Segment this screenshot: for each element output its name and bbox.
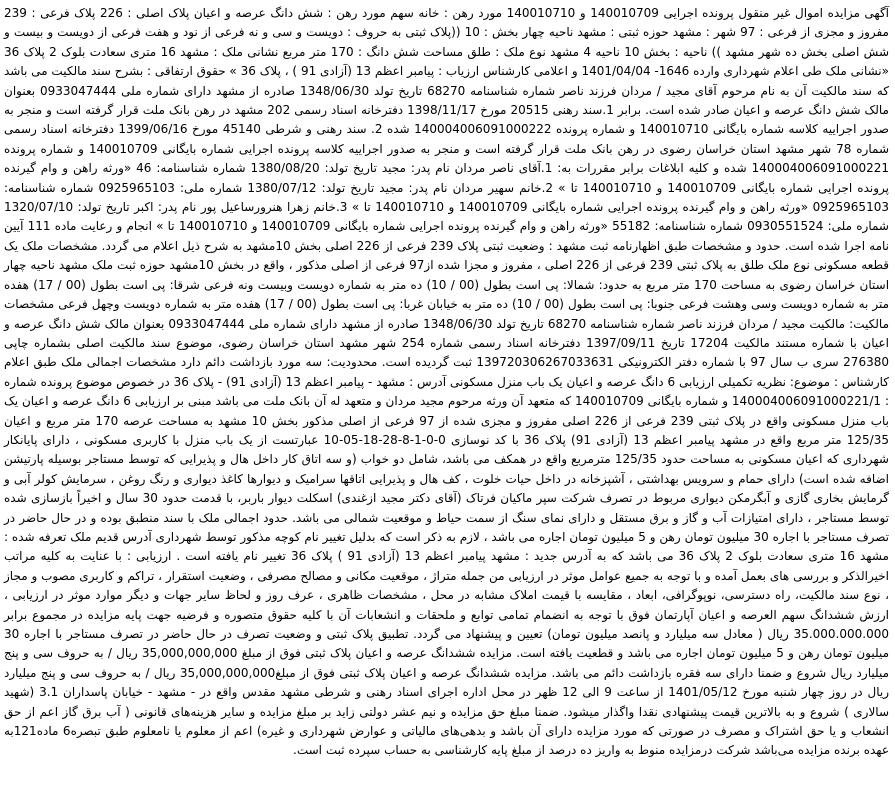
auction-notice-text: آگهی مزایده اموال غیر منقول پرونده اجرایی 140010709 و 140010710 مورد رهن : خانه سهم مورد رهن : شش دانگ عرصه و اعیان پلاک اصلی : 226 پلاک فرعی : 239 مفروز و مجزی از فرعی : 97 شهر : مشهد حوزه ثبتی : مشهد ناحیه چهار بخش : 10 ((پلاک ثبتی به حروف : دویست و سی و نه فرعی از نود و هفت فرعی از دویست و بیست و شش اصلی بخش ده شهر مشهد )) ناحیه : بخش 10 ناحیه 4 مشهد نوع ملک : طلق مساحت شش دانگ : 170 متر مربع نشانی ملک : مشهد 16 متری سعادت بلوک 2 پلاک 36 «نشانی ملک طی اعلام شهرداری وارده 1646- 1401/04/04 و اعلامی کارشناس ارزیاب : پیامبر اعظم 13 (آزادی 91 ) ، پلاک 36 » حقوق ارتفاقی : بشرح سند مالکیت می باشد که سند مالکیت آن به نام مرحوم آقای مجید / مردان فرزند ناصر شماره شناسنامه 68270 تاریخ تولد 1348/06/30 صادره از مشهد دارای شماره ملی 0933047444 بعنوان مالک شش دانگ عرصه و اعیان صادر شده است. برابر 1.سند رهنی 20515 مورخ 1398/11/17 دفترخانه اسناد رسمی 202 مشهد در رهن بانک ملت قرار گرفته است و منجر به صدور اجراییه کلاسه شماره بایگانی 140010710 و شماره پرونده 140004006091000222 شده 2. سند رهنی و شرطی 45140 مورخ 1399/06/16 دفترخانه اسناد رسمی شماره 78 شهر مشهد استان خراسان رضوی در رهن بانک ملت قرار گرفته است و منجر به صدور اجراییه کلاسه پرونده اجرایی شماره بایگانی 140010709 و شماره پرونده 140004006091000221 شده و کلیه ابلاغات برابر مقررات به: 1.آقای ناصر مردان نام پدر: مجید تاریخ تولد: 1380/08/20 شماره شناسنامه: 46 «ورثه راهن و وام گیرنده پرونده اجرایی شماره بایگانی 140010709 و 140010710 تا » 2.خانم سهیر مردان نام پدر: مجید تاریخ تولد: 1380/07/12 شماره ملی: 0925965103 شماره شناسنامه: 0925965103 «ورثه راهن و وام گیرنده پرونده اجرایی شماره بایگانی 140010709 و 140010710 تا » 3.خانم زهرا هنرورساعیل پور نام پدر: اکبر تاریخ تولد: 1320/07/10 شماره ملی: 0930551524 شماره شناسنامه: 55182 «ورثه راهن و وام گیرنده پرونده اجرایی شماره بایگانی 140010709 و 140010710 تا » انجام و رعایت ماده 111 آیین نامه اجرا شده است. حدود و مشخصات طبق اظهارنامه ثبت مشهد : وضعیت ثبتی پلاک 239 فرعی از 226 اصلی بخش 10مشهد به شرح ذیل اعلام می گردد. مشخصات ملک یک قطعه مسکونی نوع ملک طلق به پلاک ثبتی 239 فرعی از 226 اصلی ، مفروز و مجزا شده از97 فرعی از اصلی مذکور ، واقع در بخش 10مشهد حوزه ثبت ملک مشهد ناحیه چهار استان خراسان رضوی به مساحت 170 متر مربع به حدود: شمالا: پی است بطول (00 / 10) ده متر به شماره دویست وبیست ونه فرعی شرقا: پی است بطول (00 / 17) هفده متر به شماره دویست وسی وهشت فرعی جنوبا: پی است بطول (00 / 10) ده متر به خیابان غربا: پی است بطول (00 / 17) هفده متر به شماره دویست وچهل فرعی مشخصات مالکیت: مالکیت مجید / مردان فرزند ناصر شماره شناسنامه 68270 تاریخ تولد 1348/06/30 صادره از مشهد دارای شماره ملی 0933047444 بعنوان مالک شش دانگ عرصه و اعیان با شماره مستند مالکیت 17204 تاریخ 1397/09/11 دفترخانه اسناد رسمی شماره 254 شهر مشهد استان خراسان رضوی، موضوع سند مالکیت اصلی بشماره چاپی 276380 سری ب سال 97 با شماره دفتر الکترونیکی 139720306267033631 ثبت گردیده است. محدودیت: سه مورد بازداشت دائم دارد مشخصات اجمالی ملک طبق اعلام کارشناس : موضوع: نظریه تکمیلی ارزیابی 6 دانگ عرصه و اعیان یک باب منزل مسکونی آدرس : مشهد - پیامبر اعظم 13 (آزادی 91) - پلاک 36 در خصوص موضوع پرونده شماره : 140004006091000221/1 و شماره بایگانی 140010709 که متعهد آن ورثه مرحوم مجید مردان و متعهد له آن بانک ملت می باشد مبنی بر ارزیابی 6 دانگ عرصه و اعیان یک باب منزل مسکونی واقع در پلاک ثبتی 239 فرعی از 226 اصلی مفروز و مجزی شده از 97 فرعی از اصلی مذکور بخش 10 مشهد به مساحت عرصه 170 متر مربع و اعیان 125/35 متر مربع واقع در مشهد پیامبر اعظم 13 (آزادی 91) پلاک 36 با کد نوسازی 0-0-1-8-28-18-05-10 عبارتست از یک باب منزل با کاربری مسکونی ، دارای پایانکار شهرداری که اعیان مسکونی به مساحت حدود 125/35 مترمربع واقع در همکف می باشد، شامل دو خواب (و سه اتاق کار داخل هال و پذیرایی که توسط مستاجر بوسیله پارتیشن اضافه شده است) دارای حمام و سرویس بهداشتی ، آشپزخانه در داخل حیات خلوت ، کف هال و پذیرایی اتاقها سرامیک و دیوارها کاغذ دیواری و رنگ روغن ، سرمایش کولر آبی و گرمایش بخاری گازی و آبگرمکن دیواری مربوط در تصرف شرکت سپر ماکیان فرتاک (آقای دکتر مجید ازغندی) اسکلت دیوار باربر، با قدمت حدود 30 سال و اخیراً بازسازی شده توسط مستاجر ، دارای امتیازات آب و گاز و برق مستقل و دارای نمای سنگ از سمت حیاط و موقعیت شمالی می باشد. حدود اجمالی ملک با سند منطبق بوده و در حال حاضر در تصرف مستاجر با اجاره 30 میلیون تومان رهن و 5 میلیون تومان اجاره می باشد ، لازم به ذکر است که بدلیل تغییر نام کوچه مذکور توسط شهرداری آدرس قدیم ملک تعرفه شده : مشهد 16 متری سعادت بلوک 2 پلاک 36 می باشد که به آدرس جدید : مشهد پیامبر اعظم 13 (آزادی 91 ) پلاک 36 تغییر نام یافته است . ارزیابی : با عنایت به کلیه مراتب اخیرالذکر و بررسی های بعمل آمده و با توجه به جمیع عوامل موثر در ارزیابی من جمله متراژ ، موقعیت مکانی و مصالح مصرفی ، وضعیت استقرار ، تراکم و کاربری مصوب و مجاز ، نوع سند مالکیت، راه دسترسی، نوپوگرافی، ابعاد ، مقایسه با قیمت املاک مشابه در محل ، مشخصات ظاهری ، عرف روز و لحاظ سایر جهات و دیگر موارد موثر در ارزیابی ، ارزش ششدانگ سهم العرصه و اعیان آپارتمان فوق با توجه به انضمام تمامی توابع و ملحقات و انشعابات آن با کلیه حقوق متصوره و فرضیه جهت پایه مزایده در مجموع برابر 35.000.000.000 ریال ( معادل سه میلیارد و پانصد میلیون تومان) تعیین و پیشنهاد می گردد. تطبیق پلاک ثبتی و وضعیت تصرف در حال حاضر در تصرف مستاجر با اجاره 30 میلیون تومان رهن و 5 میلیون تومان اجاره می باشد و قطعیت یافته است. مزایده ششدانگ عرصه و اعیان پلاک ثبتی فوق از مبلغ 35,000,000,000 ریال / به حروف سی و پنج میلیارد ریال شروع و ضمنا دارای سه فقره بازداشت دائم می باشد. مزایده ششدانگ عرصه و اعیان پلاک ثبتی فوق از مبلغ35,000,000,000 ریال / به حروف سی و پنج میلیارد ریال در روز چهار شنبه مورخ 1401/05/12 از ساعت 9 الی 12 ظهر در محل اداره اجرای اسناد رهنی و شرطی مشهد مقدس واقع در - مشهد - خیابان پاسداران 3.1 (شهید سالاری ) شروع و به بالاترین قیمت پیشنهادی نقدا واگذار میشود. ضمنا مبلغ حق مزایده و نیم عشر دولتی زاید بر مبلغ مزایده و سایر هزینه‌های قانونی ( آب برق گاز اعم از حق انشعاب و یا حق اشتراک و مصرف در صورتی که مورد مزایده دارای آن باشد و بدهی‌های مالیاتی و عوارض شهرداری و غیره) اعم از معلوم یا نامعلوم طبق تبصره6 ماده121به عهده برنده مزایده می‌باشد شرکت درمزایده منوط به واریز ده درصد از مبلغ پایه کارشناسی به حساب سپرده ثبت است. [4,6,890,758]
